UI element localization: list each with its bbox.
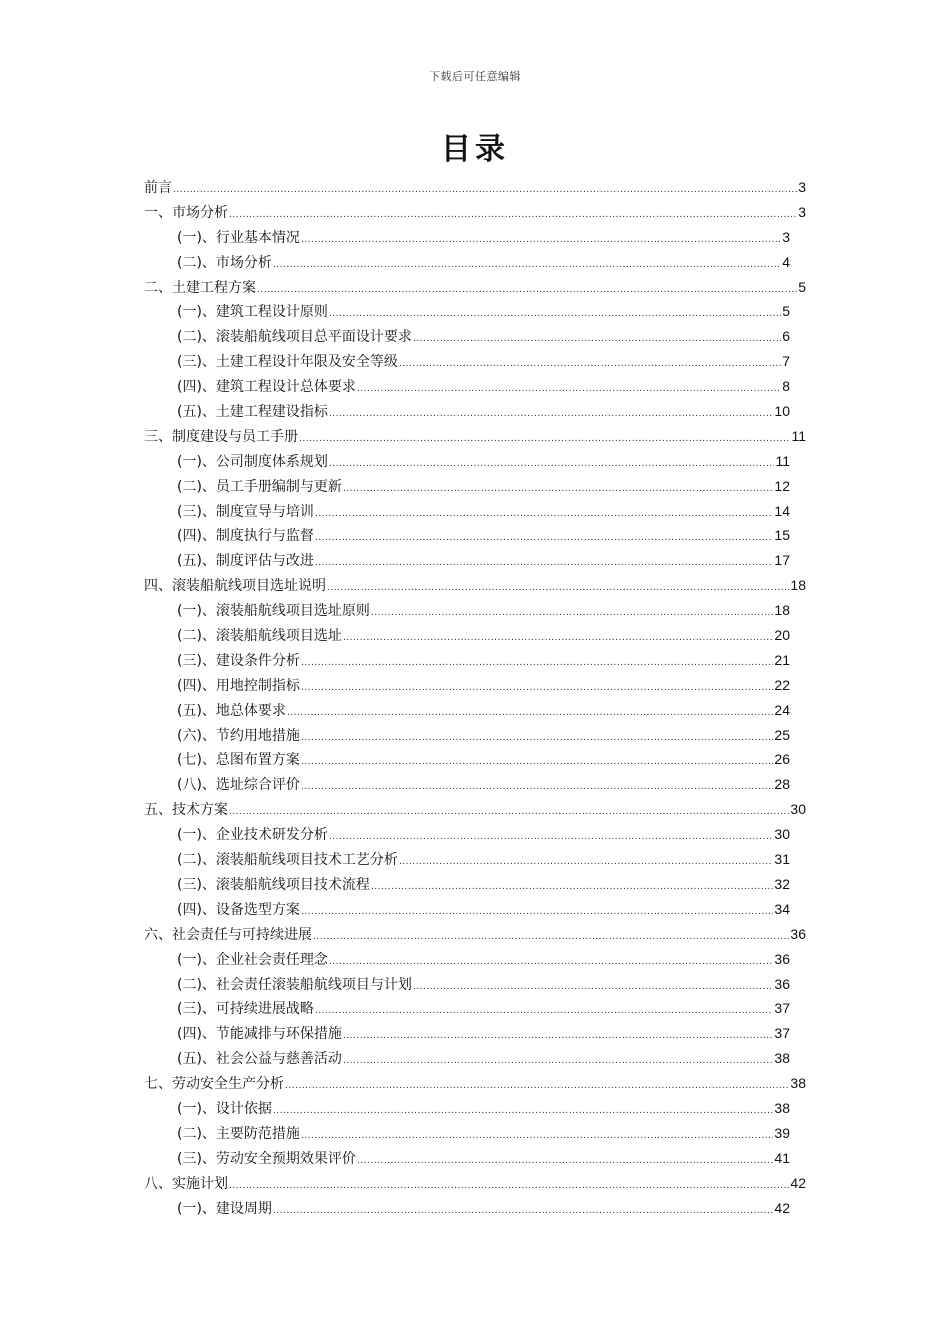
toc-entry[interactable] bbox=[144, 499, 806, 524]
toc-dot-leader bbox=[343, 477, 773, 502]
toc-entry-page-number: 10 bbox=[774, 403, 790, 420]
toc-dot-leader bbox=[329, 402, 773, 427]
toc-dot-leader bbox=[315, 999, 773, 1024]
toc-dot-leader bbox=[301, 775, 773, 800]
toc-entry[interactable] bbox=[144, 623, 806, 648]
toc-entry-title: 三、制度建设与员工手册 bbox=[144, 428, 298, 445]
toc-entry-title: (四)、制度执行与监督 bbox=[177, 528, 314, 545]
toc-dot-leader bbox=[229, 203, 797, 228]
toc-entry-page-number: 24 bbox=[774, 701, 790, 718]
toc-entry-page-number: 18 bbox=[774, 602, 790, 619]
toc-entry-page-number: 37 bbox=[774, 1025, 790, 1042]
toc-entry-title: (五)、土建工程建设指标 bbox=[177, 404, 328, 421]
toc-entry[interactable] bbox=[144, 424, 806, 449]
toc-dot-leader bbox=[229, 800, 789, 825]
toc-dot-leader bbox=[257, 278, 797, 303]
toc-entry-page-number: 42 bbox=[790, 1174, 806, 1191]
page-title: 目录 bbox=[441, 132, 509, 167]
toc-entry-title: (五)、社会公益与慈善活动 bbox=[177, 1051, 342, 1068]
toc-entry-page-number: 38 bbox=[774, 1099, 790, 1116]
toc-entry-title: 五、技术方案 bbox=[144, 802, 228, 819]
toc-dot-leader bbox=[287, 701, 773, 726]
toc-entry-page-number: 20 bbox=[774, 627, 790, 644]
toc-entry[interactable] bbox=[144, 847, 806, 872]
toc-entry[interactable] bbox=[144, 299, 806, 324]
toc-entry[interactable] bbox=[144, 275, 806, 300]
toc-entry[interactable] bbox=[144, 673, 806, 698]
toc-dot-leader bbox=[301, 750, 773, 775]
toc-entry-page-number: 36 bbox=[774, 950, 790, 967]
toc-entry-page-number: 25 bbox=[774, 726, 790, 743]
toc-entry[interactable] bbox=[144, 523, 806, 548]
toc-entry[interactable] bbox=[144, 822, 806, 847]
toc-dot-leader bbox=[315, 526, 773, 551]
toc-entry[interactable] bbox=[144, 225, 806, 250]
toc-entry-page-number: 37 bbox=[774, 1000, 790, 1017]
toc-entry-title: (四)、节能减排与环保措施 bbox=[177, 1026, 342, 1043]
toc-entry[interactable] bbox=[144, 598, 806, 623]
toc-entry[interactable] bbox=[144, 1046, 806, 1071]
toc-dot-leader bbox=[315, 551, 773, 576]
toc-entry-page-number: 21 bbox=[774, 651, 790, 668]
toc-entry-title: 四、滚装船航线项目选址说明 bbox=[144, 578, 326, 595]
toc-entry-page-number: 34 bbox=[774, 900, 790, 917]
toc-entry[interactable] bbox=[144, 1021, 806, 1046]
toc-dot-leader bbox=[413, 327, 781, 352]
toc-entry[interactable] bbox=[144, 723, 806, 748]
toc-dot-leader bbox=[273, 1199, 773, 1224]
toc-entry[interactable] bbox=[144, 449, 806, 474]
toc-dot-leader bbox=[285, 1074, 789, 1099]
toc-entry-page-number: 5 bbox=[782, 303, 790, 320]
toc-dot-leader bbox=[315, 502, 773, 527]
toc-entry[interactable] bbox=[144, 324, 806, 349]
toc-entry-page-number: 11 bbox=[775, 452, 790, 469]
toc-entry-title: (三)、建设条件分析 bbox=[177, 652, 300, 669]
toc-entry-title: (一)、设计依据 bbox=[177, 1100, 272, 1117]
toc-entry-page-number: 14 bbox=[774, 502, 790, 519]
toc-entry-title: (一)、滚装船航线项目选址原则 bbox=[177, 603, 370, 620]
toc-entry[interactable] bbox=[144, 250, 806, 275]
toc-entry-page-number: 28 bbox=[774, 776, 790, 793]
toc-dot-leader bbox=[273, 253, 781, 278]
toc-entry-page-number: 38 bbox=[774, 1050, 790, 1067]
toc-dot-leader bbox=[301, 1124, 773, 1149]
toc-entry[interactable] bbox=[144, 1171, 806, 1196]
toc-dot-leader bbox=[313, 925, 789, 950]
header-note: 下载后可任意编辑 bbox=[429, 70, 521, 83]
toc-entry-page-number: 36 bbox=[790, 925, 806, 942]
toc-entry[interactable] bbox=[144, 474, 806, 499]
toc-entry[interactable] bbox=[144, 548, 806, 573]
toc-entry-page-number: 12 bbox=[774, 477, 790, 494]
toc-entry-title: (六)、节约用地措施 bbox=[177, 727, 300, 744]
toc-entry[interactable] bbox=[144, 872, 806, 897]
toc-entry-title: (一)、建设周期 bbox=[177, 1200, 272, 1217]
toc-entry-title: (七)、总图布置方案 bbox=[177, 752, 300, 769]
toc-entry-page-number: 3 bbox=[782, 228, 790, 245]
toc-entry-title: (一)、公司制度体系规划 bbox=[177, 453, 328, 470]
toc-entry[interactable] bbox=[144, 1096, 806, 1121]
toc-entry[interactable] bbox=[144, 1146, 806, 1171]
toc-entry-page-number: 41 bbox=[774, 1149, 790, 1166]
toc-dot-leader bbox=[357, 1149, 773, 1174]
toc-entry[interactable] bbox=[144, 349, 806, 374]
toc-entry-page-number: 32 bbox=[774, 875, 790, 892]
toc-entry[interactable] bbox=[144, 747, 806, 772]
toc-entry[interactable] bbox=[144, 1196, 806, 1221]
toc-entry-page-number: 5 bbox=[798, 278, 806, 295]
toc-entry-title: 二、土建工程方案 bbox=[144, 279, 256, 296]
toc-entry[interactable] bbox=[144, 200, 806, 225]
toc-entry[interactable] bbox=[144, 1071, 806, 1096]
toc-entry[interactable] bbox=[144, 897, 806, 922]
toc-entry-title: (一)、企业技术研发分析 bbox=[177, 827, 328, 844]
toc-entry-title: (三)、滚装船航线项目技术流程 bbox=[177, 876, 370, 893]
toc-entry[interactable] bbox=[144, 947, 806, 972]
toc-entry-page-number: 3 bbox=[798, 179, 806, 195]
toc-entry[interactable] bbox=[144, 573, 806, 598]
toc-entry[interactable] bbox=[144, 922, 806, 947]
toc-dot-leader bbox=[329, 825, 773, 850]
toc-entry-title: (二)、员工手册编制与更新 bbox=[177, 478, 342, 495]
toc-dot-leader bbox=[301, 228, 781, 253]
toc-entry-page-number: 4 bbox=[782, 253, 790, 270]
toc-dot-leader bbox=[301, 676, 773, 701]
toc-dot-leader bbox=[413, 975, 773, 1000]
toc-entry-page-number: 17 bbox=[774, 552, 790, 569]
toc-entry[interactable] bbox=[144, 972, 806, 997]
toc-entry[interactable] bbox=[144, 374, 806, 399]
toc-entry-title: (二)、滚装船航线项目选址 bbox=[177, 628, 342, 645]
toc-entry-page-number: 15 bbox=[774, 527, 790, 544]
toc-entry-title: (二)、社会责任滚装船航线项目与计划 bbox=[177, 976, 412, 993]
toc-entry-title: (三)、土建工程设计年限及安全等级 bbox=[177, 354, 398, 371]
toc-entry-title: (一)、企业社会责任理念 bbox=[177, 951, 328, 968]
toc-dot-leader bbox=[329, 950, 773, 975]
toc-entry-title: 一、市场分析 bbox=[144, 204, 228, 221]
toc-entry-page-number: 26 bbox=[774, 751, 790, 768]
toc-entry-title: (一)、建筑工程设计原则 bbox=[177, 304, 328, 321]
toc-dot-leader bbox=[329, 302, 781, 327]
toc-entry-page-number: 6 bbox=[782, 328, 790, 345]
toc-entry-page-number: 3 bbox=[798, 203, 806, 220]
toc-entry-page-number: 30 bbox=[790, 801, 806, 818]
toc-entry[interactable] bbox=[144, 996, 806, 1021]
toc-entry-page-number: 30 bbox=[774, 826, 790, 843]
toc-entry-title: (八)、选址综合评价 bbox=[177, 777, 300, 794]
toc-entry-title: (三)、可持续进展战略 bbox=[177, 1001, 314, 1018]
toc-dot-leader bbox=[343, 1049, 773, 1074]
toc-entry-title: (四)、设备选型方案 bbox=[177, 901, 300, 918]
toc-dot-leader bbox=[371, 875, 773, 900]
toc-dot-leader bbox=[327, 576, 789, 601]
toc-dot-leader bbox=[299, 427, 790, 452]
toc-entry-title: (四)、用地控制指标 bbox=[177, 677, 300, 694]
toc-entry-title: (四)、建筑工程设计总体要求 bbox=[177, 379, 356, 396]
toc-entry[interactable] bbox=[144, 399, 806, 424]
toc-entry-title: (五)、地总体要求 bbox=[177, 702, 286, 719]
toc-dot-leader bbox=[357, 377, 781, 402]
toc-dot-leader bbox=[273, 1099, 773, 1124]
toc-entry[interactable] bbox=[144, 175, 806, 200]
toc-entry-page-number: 31 bbox=[774, 851, 790, 868]
toc-entry-title: (二)、主要防范措施 bbox=[177, 1125, 300, 1142]
toc-entry-page-number: 36 bbox=[774, 975, 790, 992]
toc-entry-page-number: 38 bbox=[790, 1075, 806, 1092]
toc-dot-leader bbox=[301, 726, 773, 751]
toc-dot-leader bbox=[173, 178, 797, 203]
toc-entry-page-number: 7 bbox=[782, 353, 790, 370]
toc-entry-title: (三)、劳动安全预期效果评价 bbox=[177, 1150, 356, 1167]
table-of-contents bbox=[144, 175, 806, 1220]
toc-dot-leader bbox=[301, 651, 773, 676]
toc-dot-leader bbox=[343, 626, 773, 651]
toc-entry-title: (三)、制度宣导与培训 bbox=[177, 503, 314, 520]
toc-entry-title: (五)、制度评估与改进 bbox=[177, 553, 314, 570]
toc-entry-title: (二)、市场分析 bbox=[177, 254, 272, 271]
toc-entry[interactable] bbox=[144, 1121, 806, 1146]
toc-dot-leader bbox=[329, 452, 775, 477]
toc-entry-title: (二)、滚装船航线项目总平面设计要求 bbox=[177, 329, 412, 346]
toc-entry-title: 前言 bbox=[144, 180, 172, 196]
toc-entry-page-number: 42 bbox=[774, 1199, 790, 1216]
toc-entry-title: 八、实施计划 bbox=[144, 1175, 228, 1192]
toc-entry-page-number: 8 bbox=[782, 378, 790, 395]
toc-dot-leader bbox=[399, 352, 781, 377]
toc-entry[interactable] bbox=[144, 698, 806, 723]
toc-dot-leader bbox=[229, 1174, 789, 1199]
toc-entry-title: 七、劳动安全生产分析 bbox=[144, 1076, 284, 1093]
toc-entry-title: 六、社会责任与可持续进展 bbox=[144, 926, 312, 943]
toc-dot-leader bbox=[371, 601, 773, 626]
toc-entry[interactable] bbox=[144, 772, 806, 797]
toc-entry-page-number: 39 bbox=[774, 1124, 790, 1141]
toc-entry[interactable] bbox=[144, 648, 806, 673]
toc-entry[interactable] bbox=[144, 797, 806, 822]
toc-entry-title: (一)、行业基本情况 bbox=[177, 229, 300, 246]
toc-entry-title: (二)、滚装船航线项目技术工艺分析 bbox=[177, 852, 398, 869]
toc-entry-page-number: 11 bbox=[791, 427, 806, 444]
toc-dot-leader bbox=[399, 850, 773, 875]
toc-dot-leader bbox=[343, 1024, 773, 1049]
toc-entry-page-number: 22 bbox=[774, 676, 790, 693]
toc-dot-leader bbox=[301, 900, 773, 925]
toc-entry-page-number: 18 bbox=[790, 577, 806, 594]
